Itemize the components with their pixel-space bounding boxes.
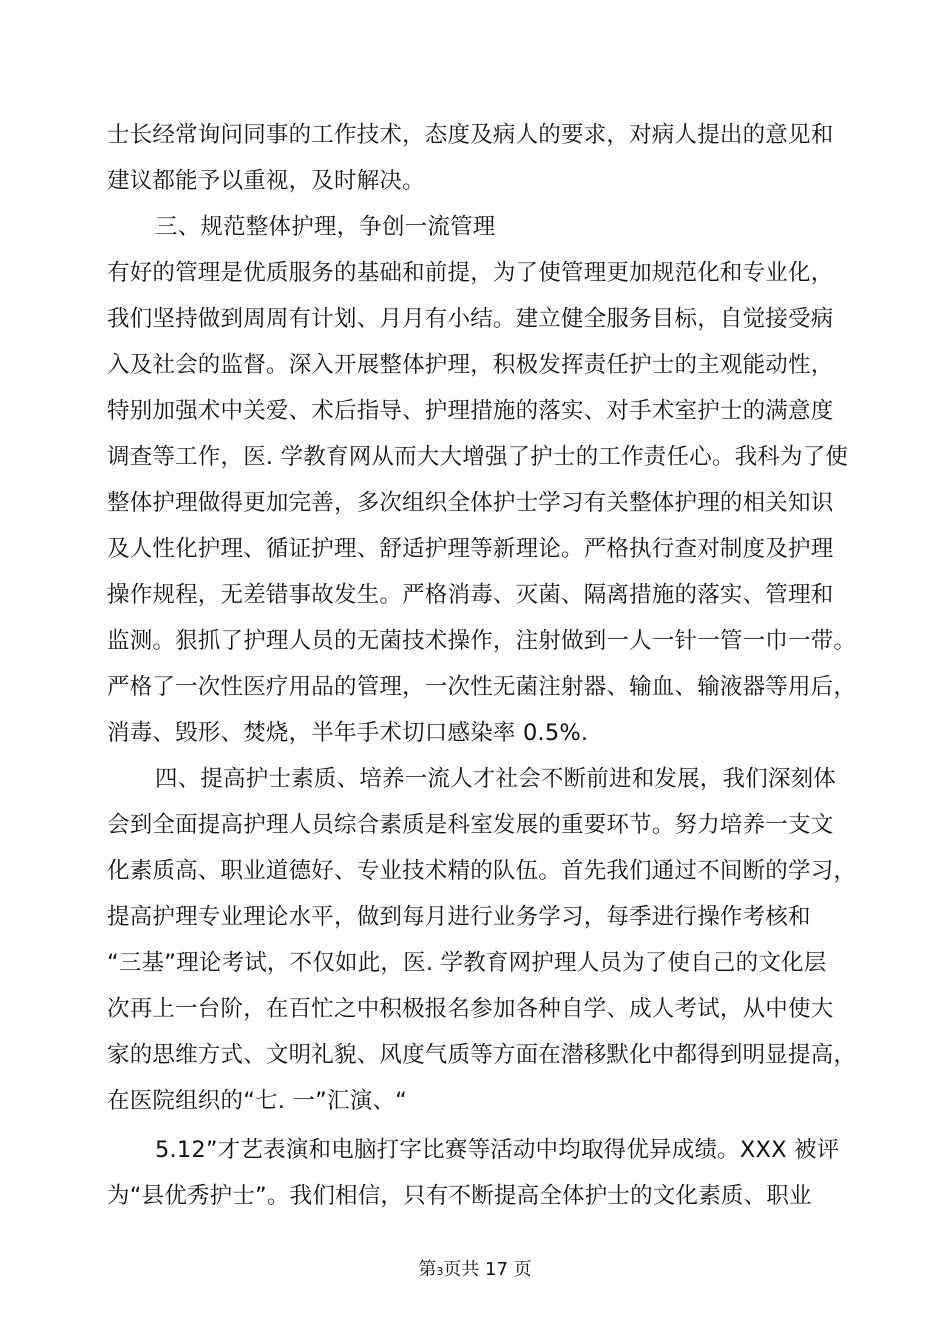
section-heading-3: 三、规范整体护理，争创一流管理 — [155, 214, 496, 240]
text-line-6: 入及社会的监督。深入开展整体护理，积极发挥责任护士的主观能动性， — [107, 352, 834, 378]
text-line-14: 消毒、毁形、焚烧，半年手术切口感染率 0.5%. — [107, 720, 589, 746]
text-line-19: “三基”理论考试，不仅如此，医. 学教育网护理人员为了使自己的文化层 — [107, 950, 827, 976]
text-line-16: 会到全面提高护理人员综合素质是科室发展的重要环节。努力培养一支文 — [107, 812, 834, 838]
footer-suffix: 页共 17 页 — [443, 1259, 532, 1280]
footer-prefix: 第 — [418, 1259, 437, 1280]
text-line-20: 次再上一台阶，在百忙之中积极报名参加各种自学、成人考试，从中使大 — [107, 996, 834, 1022]
page-footer — [0, 1258, 950, 1284]
text-line-5: 我们坚持做到周周有计划、月月有小结。建立健全服务目标，自觉接受病 — [107, 306, 834, 332]
text-line-10: 及人性化护理、循证护理、舒适护理等新理论。严格执行查对制度及护理 — [107, 536, 834, 562]
text-line-18: 提高护理专业理论水平，做到每月进行业务学习，每季进行操作考核和 — [107, 904, 811, 930]
footer-page-number: 3 — [436, 1265, 444, 1278]
section-heading-4: 四、提高护士素质、培养一流人才社会不断前进和发展，我们深刻体 — [155, 766, 837, 792]
text-line-8: 调查等工作，医. 学教育网从而大大增强了护士的工作责任心。我科为了使 — [107, 444, 849, 470]
text-line-11: 操作规程，无差错事故发生。严格消毒、灭菌、隔离措施的落实、管理和 — [107, 582, 834, 608]
text-line-2: 建议都能予以重视，及时解决。 — [107, 168, 425, 194]
text-line-23: 5.12”才艺表演和电脑打字比赛等活动中均取得优异成绩。XXX 被评 — [155, 1137, 840, 1163]
text-line-21: 家的思维方式、文明礼貌、风度气质等方面在潜移默化中都得到明显提高， — [107, 1042, 857, 1068]
text-line-12: 监测。狠抓了护理人员的无菌技术操作，注射做到一人一针一管一巾一带。 — [107, 628, 857, 654]
text-line-9: 整体护理做得更加完善，多次组织全体护士学习有关整体护理的相关知识 — [107, 490, 834, 516]
text-line-17: 化素质高、职业道德好、专业技术精的队伍。首先我们通过不间断的学习， — [107, 858, 857, 884]
text-line-4: 有好的管理是优质服务的基础和前提，为了使管理更加规范化和专业化， — [107, 260, 834, 286]
text-line-22: 在医院组织的“七. 一”汇演、“ — [107, 1088, 407, 1114]
text-line-1: 士长经常询问同事的工作技术，态度及病人的要求，对病人提出的意见和 — [107, 122, 834, 148]
text-line-7: 特别加强术中关爱、术后指导、护理措施的落实、对手术室护士的满意度 — [107, 398, 834, 424]
text-line-13: 严格了一次性医疗用品的管理，一次性无菌注射器、输血、输液器等用后， — [107, 674, 857, 700]
text-line-24: 为“县优秀护士”。我们相信，只有不断提高全体护士的文化素质、职业 — [107, 1183, 812, 1209]
